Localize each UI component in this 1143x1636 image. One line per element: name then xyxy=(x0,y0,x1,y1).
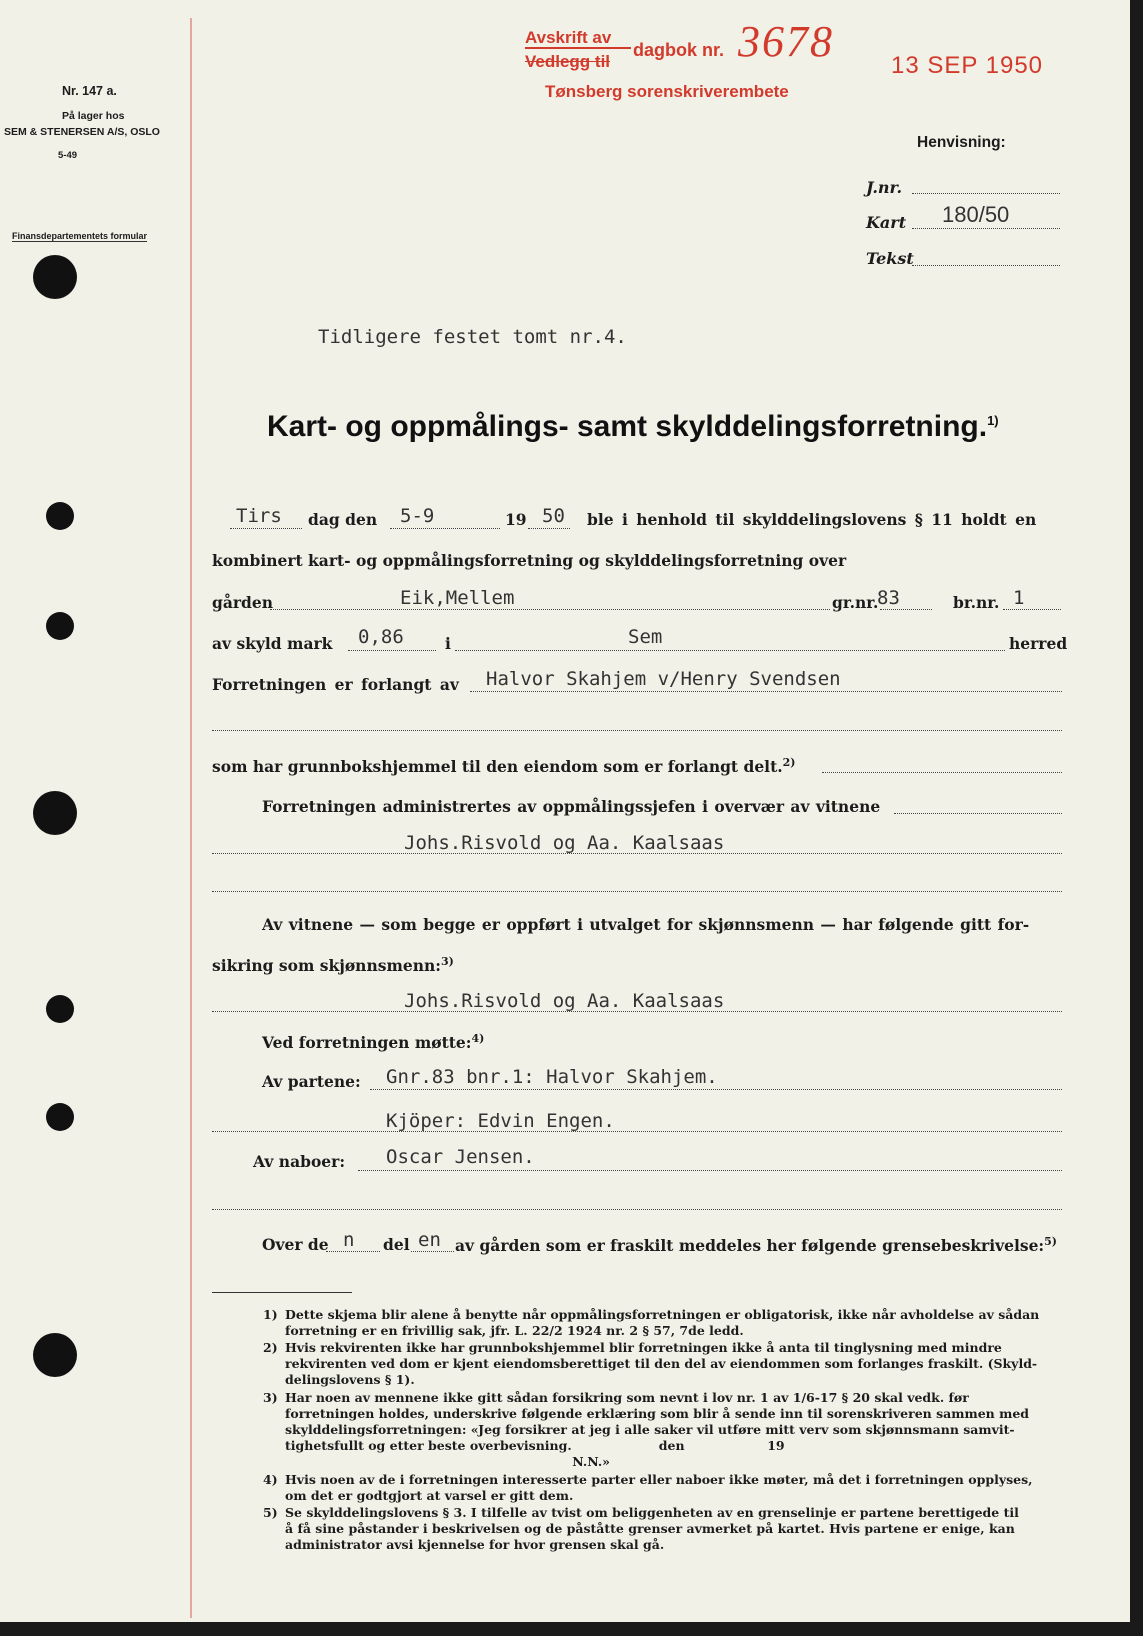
over-de-value: n xyxy=(343,1229,355,1251)
footnote-4 xyxy=(263,1472,1033,1504)
jnr-label: J.nr. xyxy=(866,178,903,197)
page-title xyxy=(267,410,999,444)
punch-hole xyxy=(33,1333,77,1377)
footnote-2-num: 2) xyxy=(263,1340,278,1355)
year-value: 50 xyxy=(542,505,565,527)
stamp-avskrift: Avskrift av xyxy=(525,28,612,47)
punch-hole xyxy=(46,502,74,530)
forlangt-label: Forretningen er forlangt av xyxy=(212,675,459,694)
footnote-3-num: 3) xyxy=(263,1390,278,1405)
brnr-value: 1 xyxy=(1013,587,1025,609)
year-line xyxy=(528,528,570,529)
title-text: Kart- og oppmålings- samt skylddelingsforretning. xyxy=(267,410,988,443)
forlangt-line xyxy=(470,691,1062,692)
footnote-4-line: Hvis noen av de i forretningen interesserte parter eller naboer ikke møter, må det i forretningen opplyses, xyxy=(285,1472,1033,1487)
date-value: 5-9 xyxy=(400,505,435,527)
form-number: Nr. 147 a. xyxy=(62,84,117,98)
herred-label: herred xyxy=(1009,634,1068,653)
punch-hole xyxy=(33,791,77,835)
footnote-3-line: skylddelingsforretningen: «Jeg forsikrer at jeg i alle saker vil utføre mitt verv som skjønnsmann samvit- xyxy=(285,1422,1015,1437)
motte-text: Ved forretningen møtte: xyxy=(262,1033,472,1053)
partene-line1 xyxy=(370,1089,1062,1090)
skyld-value: 0,86 xyxy=(358,626,404,648)
margin-line xyxy=(190,18,192,1618)
vitnene-footnote-ref: 3) xyxy=(440,955,454,968)
grnr-value: 83 xyxy=(877,587,900,609)
stock-line1: På lager hos xyxy=(62,110,125,122)
grnr-line xyxy=(880,609,932,610)
footnote-3 xyxy=(263,1390,1030,1470)
stamp-dagbok: dagbok nr. xyxy=(633,40,725,60)
witnesses-line xyxy=(212,853,1062,854)
footnote-2-line: Hvis rekvirenten ikke har grunnbokshjemmel blir forretningen ikke å anta til tinglysning med mindre xyxy=(285,1340,1002,1355)
footnote-1-line: Dette skjema blir alene å benytte når oppmålingsforretningen er obligatorisk, ikke når avholdelse av sådan xyxy=(285,1307,1040,1322)
footnote-4-num: 4) xyxy=(263,1472,278,1487)
stock-line2: SEM & STENERSEN A/S, OSLO xyxy=(4,126,160,138)
i-label: i xyxy=(445,634,451,653)
del-line xyxy=(411,1251,454,1252)
footnote-3-line: Har noen av mennene ikke gitt sådan forsikring som nevnt i lov nr. 1 av 1/6-17 § 20 skal vedk. før xyxy=(285,1390,969,1405)
forlangt-value: Halvor Skahjem v/Henry Svendsen xyxy=(486,668,841,690)
footnote-1 xyxy=(263,1307,1040,1339)
footnote-5-line: administrator avsi kjennelse for hvor grensen skal gå. xyxy=(285,1537,665,1552)
punch-hole xyxy=(46,612,74,640)
stamp-underline xyxy=(525,47,631,49)
tekst-label: Tekst xyxy=(866,249,914,268)
naboer-value: Oscar Jensen. xyxy=(386,1146,535,1168)
footnote-3-line: tighetsfullt og etter beste overbevisning. den 19 xyxy=(285,1438,785,1453)
dag-den-label: dag den xyxy=(308,510,378,529)
blank-line-2 xyxy=(212,891,1062,892)
skyld-label: av skyld mark xyxy=(212,634,333,653)
grunnbok-sentence: som har grunnbokshjemmel til den eiendom som er forlangt delt. xyxy=(212,757,783,777)
footnote-3-line: forretningen holdes, underskrive følgende erklæring som blir å sende inn til sorenskriveren sammen med xyxy=(285,1406,1030,1421)
skjonn-value: Johs.Risvold og Aa. Kaalsaas xyxy=(404,990,725,1012)
motte-footnote-ref: 4) xyxy=(471,1032,485,1045)
blank-line-3 xyxy=(212,1209,1062,1210)
garden-line xyxy=(270,609,830,610)
naboer-line xyxy=(358,1170,1062,1171)
grense-sentence: av gården som er fraskilt meddeles her følgende grensebeskrivelse: xyxy=(455,1236,1045,1256)
stamp-office: Tønsberg sorenskriverembete xyxy=(545,82,789,101)
day-value: Tirs xyxy=(236,505,282,527)
herred-line xyxy=(455,650,1005,651)
ministry-formular: Finansdepartementets formular xyxy=(12,231,148,241)
punch-hole xyxy=(46,1103,74,1131)
footnote-5-line: Se skylddelingslovens § 3. I tilfelle av tvist om beliggenheten av en grenselinje er partene berettigede til xyxy=(285,1505,1019,1520)
kart-value: 180/50 xyxy=(942,202,1010,227)
footnote-2-line: delingslovens § 1). xyxy=(285,1372,415,1387)
motte-label xyxy=(262,1032,484,1052)
kart-label: Kart xyxy=(866,213,907,232)
intro-rest: ble i henhold til skylddelingslovens § 11 holdt en xyxy=(587,510,1037,529)
garden-value: Eik,Mellem xyxy=(400,587,515,609)
partene-value1: Gnr.83 bnr.1: Halvor Skahjem. xyxy=(386,1066,718,1088)
garden-label: gården xyxy=(212,593,274,612)
del-value: en xyxy=(418,1229,441,1251)
stamp-vedlegg: Vedlegg til xyxy=(525,52,611,71)
partene-value2: Kjöper: Edvin Engen. xyxy=(386,1110,615,1132)
vitnene-sentence: sikring som skjønnsmenn: xyxy=(212,956,441,976)
admin-text: Forretningen administrertes av oppmålingssjefen i overvær av vitnene xyxy=(262,797,881,816)
kart-line xyxy=(912,228,1060,229)
del-label: del xyxy=(383,1235,410,1254)
grunnbok-line xyxy=(822,772,1062,773)
footnote-5-num: 5) xyxy=(263,1505,278,1520)
footnote-5 xyxy=(263,1505,1019,1553)
skjonn-line xyxy=(212,1011,1062,1012)
brnr-label: br.nr. xyxy=(953,593,1000,612)
jnr-line xyxy=(912,193,1060,194)
tekst-line xyxy=(912,265,1060,266)
footnote-5-line: å få sine påstander i beskrivelsen og de påståtte grenser avmerket på kartet. Hvis partene er enige, kan xyxy=(285,1521,1015,1536)
partene-label: Av partene: xyxy=(262,1072,361,1091)
footnote-rule xyxy=(212,1292,352,1293)
footnote-1-num: 1) xyxy=(263,1307,278,1322)
grense-text xyxy=(455,1235,1057,1255)
blank-line-1 xyxy=(212,730,1062,731)
witnesses-value: Johs.Risvold og Aa. Kaalsaas xyxy=(404,832,725,854)
grnr-label: gr.nr. xyxy=(832,593,879,612)
date-line xyxy=(390,528,500,529)
herred-value: Sem xyxy=(628,626,663,648)
grunnbok-footnote-ref: 2) xyxy=(782,756,796,769)
typed-note: Tidligere festet tomt nr.4. xyxy=(318,326,627,348)
partene-line2 xyxy=(212,1131,1062,1132)
vitnene-text2 xyxy=(212,955,454,975)
dagbok-number: 3678 xyxy=(738,17,834,66)
brnr-line xyxy=(1003,609,1061,610)
punch-hole xyxy=(46,995,74,1023)
footnote-2-line: rekvirenten ved dom er kjent eiendomsberettiget til den del av eiendommen som forlanges fraskilt. (Skyld- xyxy=(285,1356,1038,1371)
admin-line xyxy=(894,813,1062,814)
vitnene-text1: Av vitnene — som begge er oppført i utvalget for skjønnsmenn — har følgende gitt for- xyxy=(262,915,1030,934)
over-de-label: Over de xyxy=(262,1235,329,1254)
day-line xyxy=(230,528,302,529)
footnote-4-line: om det er godtgjort at varsel er gitt dem. xyxy=(285,1488,574,1503)
over-de-line xyxy=(326,1251,380,1252)
intro-line2: kombinert kart- og oppmålingsforretning og skylddelingsforretning over xyxy=(212,551,847,570)
footnote-1-line: forretning er en frivillig sak, jfr. L. 22/2 1924 nr. 2 § 57, 7de ledd. xyxy=(285,1323,744,1338)
skyld-line xyxy=(348,650,436,651)
grense-footnote-ref: 5) xyxy=(1044,1235,1058,1248)
reference-heading: Henvisning: xyxy=(917,134,1006,151)
year-prefix: 19 xyxy=(505,510,527,529)
stamp-date: 13 SEP 1950 xyxy=(891,52,1044,79)
footnote-2 xyxy=(263,1340,1038,1388)
edition: 5-49 xyxy=(58,150,78,161)
punch-hole xyxy=(33,255,77,299)
footnote-3-line: N.N.» xyxy=(285,1454,610,1469)
naboer-label: Av naboer: xyxy=(253,1152,346,1171)
grunnbok-text xyxy=(212,756,795,776)
title-footnote-ref: 1) xyxy=(987,413,999,428)
